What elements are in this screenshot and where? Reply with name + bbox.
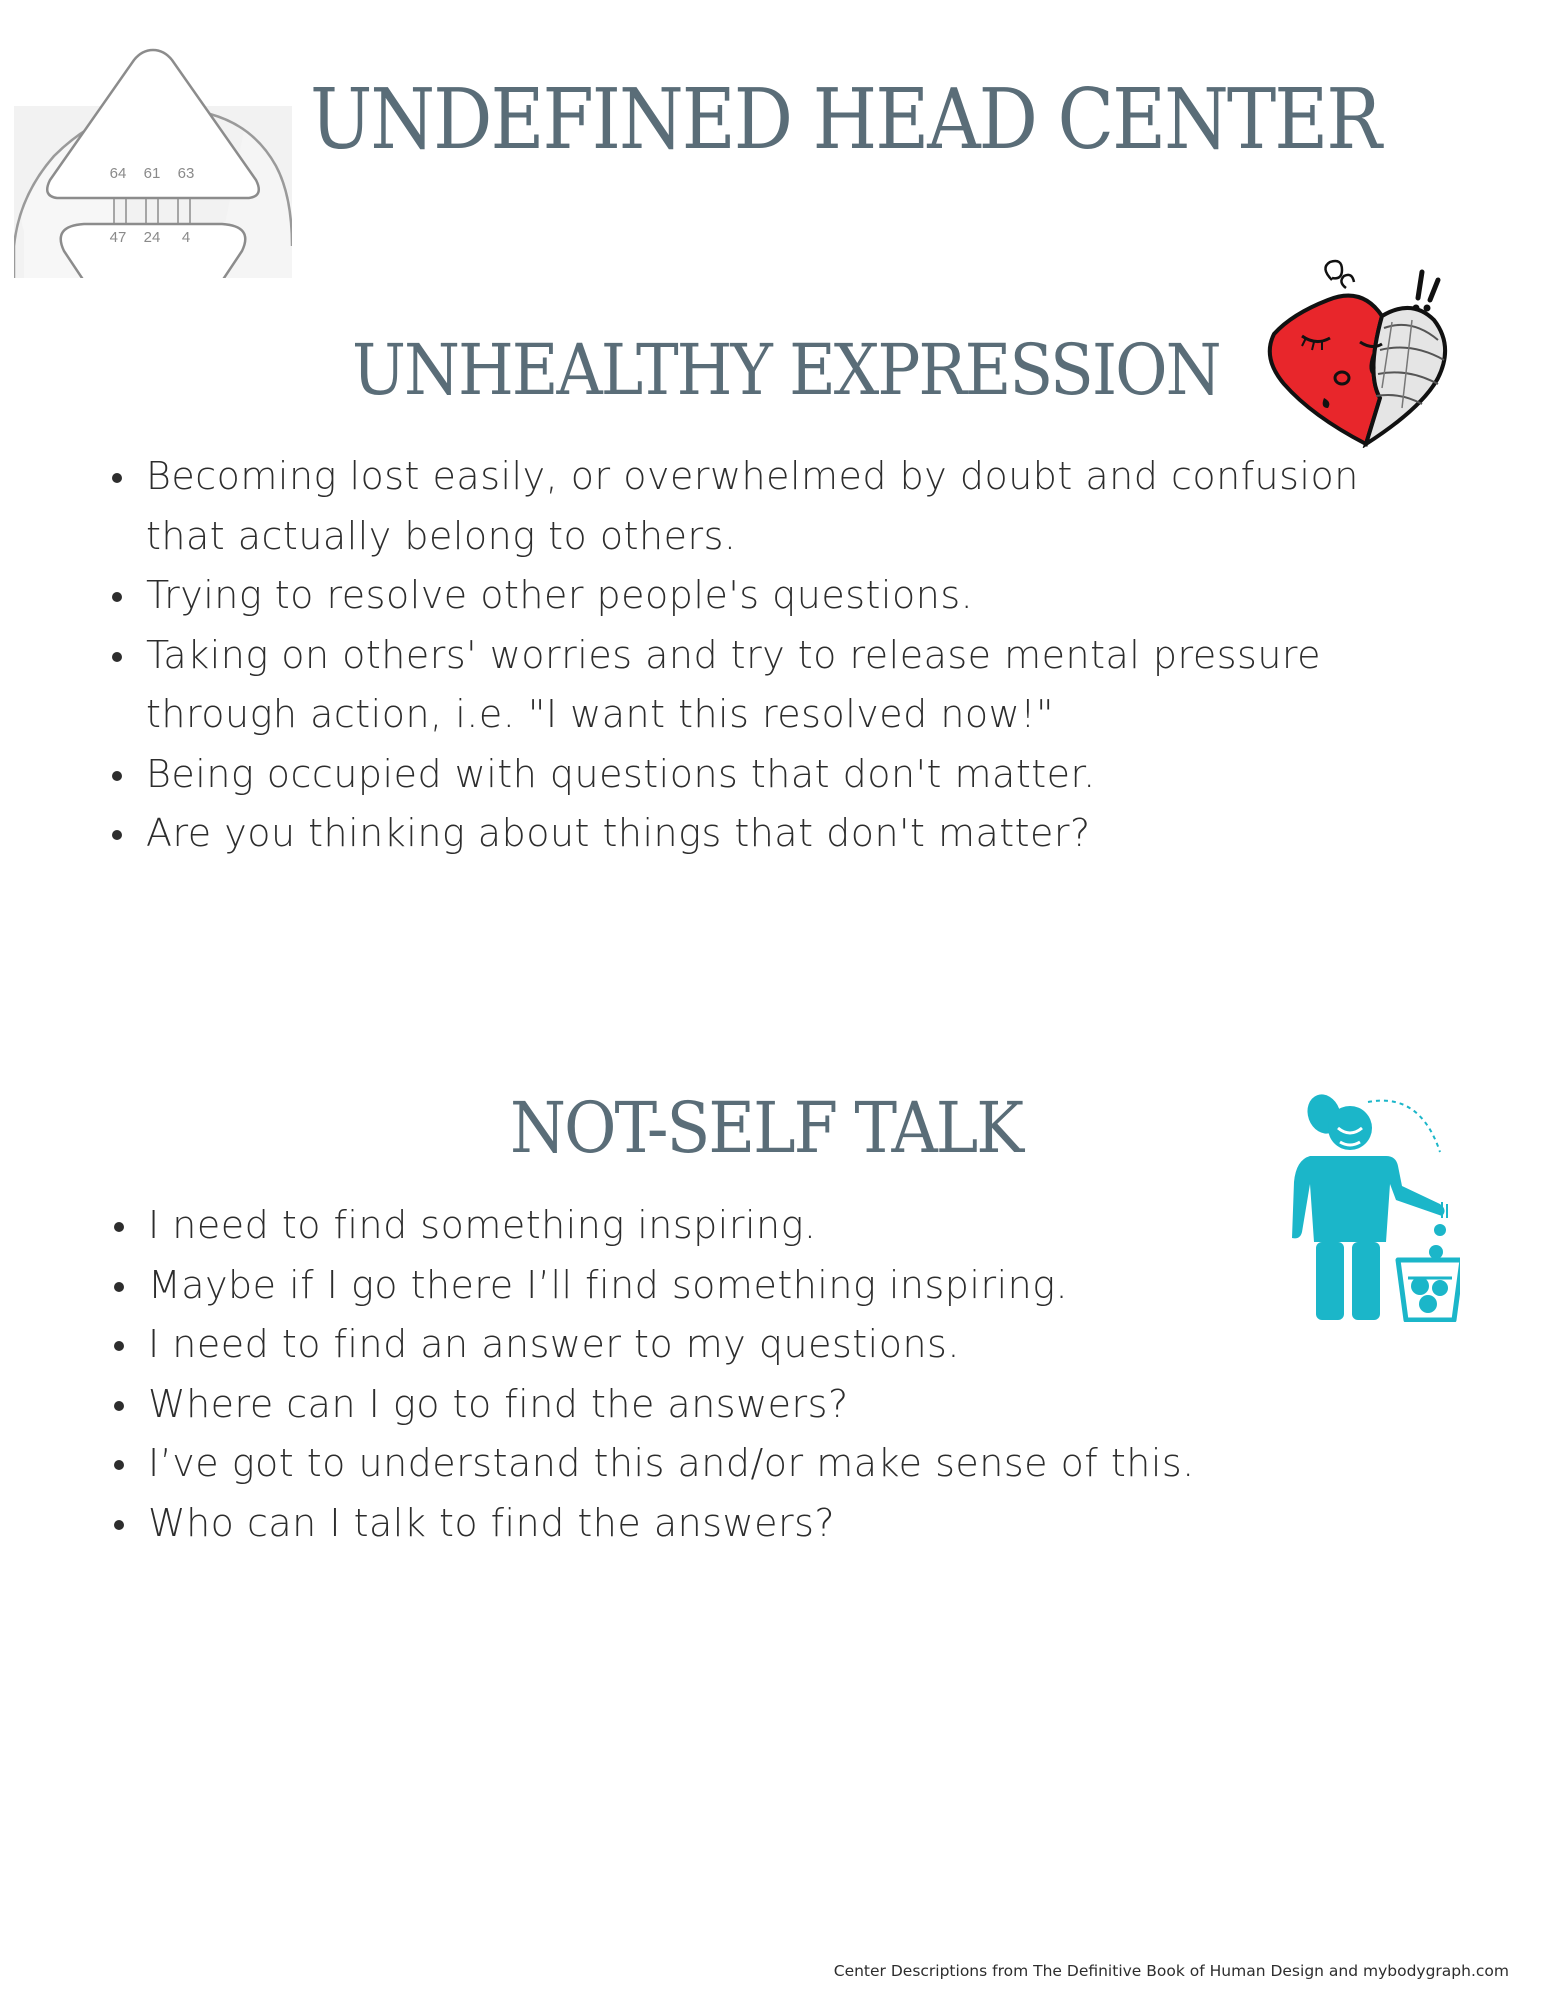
list-item: Are you thinking about things that don't matter? (110, 804, 1400, 864)
gate-label: 61 (143, 165, 161, 182)
head-center-diagram-icon (14, 46, 292, 278)
list-item: Who can I talk to find the answers? (112, 1494, 1392, 1554)
gate-label: 47 (109, 229, 127, 246)
gate-label: 4 (181, 229, 191, 246)
list-item: Trying to resolve other people's questions. (110, 566, 1400, 626)
gate-label: 63 (177, 165, 195, 182)
section-title-unhealthy-expression: UNHEALTHY EXPRESSION (352, 330, 1220, 412)
footer-credit: Center Descriptions from The Definitive Book of Human Design and mybodygraph.com (833, 1962, 1509, 1980)
gate-label: 64 (109, 165, 127, 182)
page-title: UNDEFINED HEAD CENTER (310, 72, 1380, 169)
list-item: Becoming lost easily, or overwhelmed by doubt and confusion that actually belong to others. (110, 447, 1400, 566)
list-item: I’ve got to understand this and/or make sense of this. (112, 1434, 1392, 1494)
list-item: Where can I go to find the answers? (112, 1375, 1392, 1435)
list-item: Maybe if I go there I’ll find something inspiring. (112, 1256, 1392, 1316)
unhealthy-expression-list (110, 447, 1400, 864)
gate-label: 24 (143, 229, 161, 246)
broken-heart-icon (1262, 258, 1452, 448)
list-item: Taking on others' worries and try to release mental pressure through action, i.e. "I want this resolved now!" (110, 626, 1400, 745)
list-item: I need to find an answer to my questions. (112, 1315, 1392, 1375)
section-title-not-self-talk: NOT-SELF TALK (510, 1088, 1023, 1170)
list-item: Being occupied with questions that don't matter. (110, 745, 1400, 805)
not-self-talk-list (112, 1196, 1392, 1553)
list-item: I need to find something inspiring. (112, 1196, 1392, 1256)
